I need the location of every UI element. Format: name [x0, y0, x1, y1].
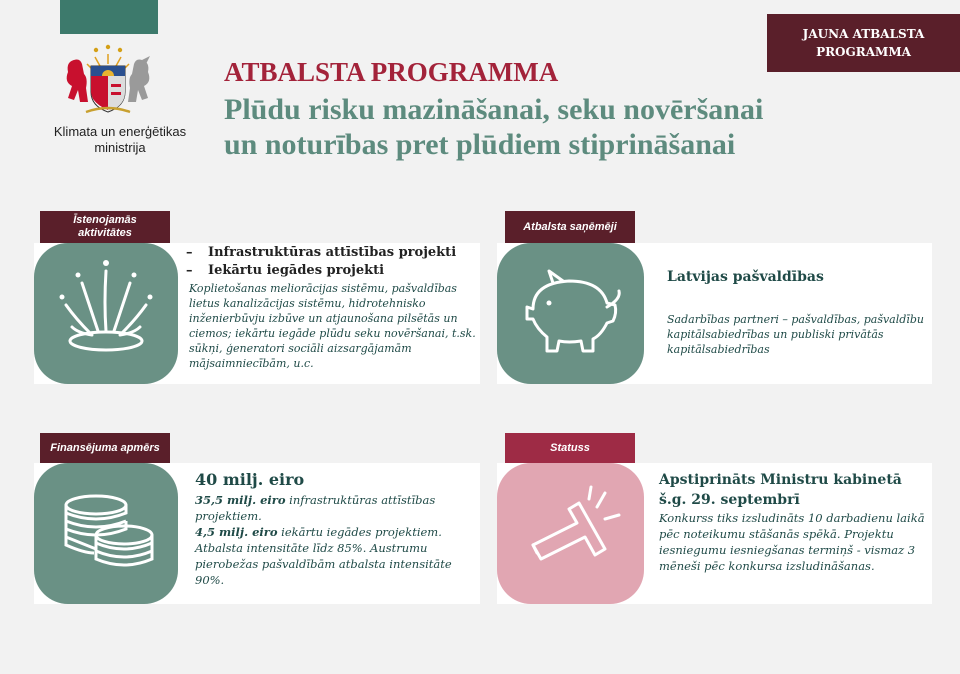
status-icon-circle: [497, 463, 644, 604]
coins-icon: [34, 463, 178, 604]
list-item: – Infrastruktūras attīstības projekti: [186, 245, 457, 260]
funding-line2: 4,5 milj. eiro iekārtu iegādes projektiem.: [195, 525, 442, 539]
funding-intensity: Atbalsta intensitāte līdz 85%. Austrumu pierobežas pašvaldībām atbalsta intensitāte 90%.: [195, 541, 452, 587]
bullet-infrastructure: Infrastruktūras attīstības projekti: [208, 245, 457, 260]
status-description: Konkurss tiks izsludināts 10 darbadienu laikā pēc noteikumu stāšanās spēkā. Projektu iesniegumu iesniegšanas termiņš - vismaz 3 mēneši pēc konkursa izsludināšanas.: [659, 511, 925, 573]
tag-activities: [40, 211, 170, 243]
status-text: [659, 470, 929, 574]
water-splash-icon: [34, 243, 178, 384]
status-heading-line2: š.g. 29. septembrī: [659, 492, 800, 508]
megaphone-icon: [497, 463, 644, 604]
funding-heading: 40 milj. eiro: [195, 470, 305, 489]
tag-recipients: Atbalsta saņēmēji: [505, 211, 635, 243]
page-subtitle: [224, 92, 924, 162]
subtitle-line2: un noturības pret plūdiem stiprināšanai: [224, 128, 736, 161]
badge-line1: JAUNA ATBALSTA: [802, 27, 925, 41]
ministry-name-line1: Klimata un enerģētikas: [53, 124, 187, 139]
tag-activities-line1: Īstenojamās: [73, 214, 137, 226]
activities-text: [186, 244, 476, 371]
tag-activities-line2: aktivitātes: [78, 227, 132, 239]
bullet-equipment: Iekārtu iegādes projekti: [208, 263, 385, 278]
activities-icon-circle: [34, 243, 178, 384]
status-heading-line1: Apstiprināts Ministru kabinetā: [659, 472, 902, 488]
funding-line1: 35,5 milj. eiro infrastruktūras attīstības projektiem.: [195, 493, 436, 523]
activities-description: Koplietošanas meliorācijas sistēmu, pašvaldības lietus kanalizācijas sistēmu, hidrotehnisko inženierbūvju izbūve un atjaunošana pilsētās un ciemos; iekārtu iegāde plūdu seku novēršanai, t.sk. sūkņi, ģeneratori sociāli aizsargājamām mājsaimniecībām, u.c.: [189, 282, 476, 370]
funding-text: [195, 468, 475, 588]
new-program-badge: [767, 14, 960, 72]
ministry-name: [40, 124, 200, 156]
piggy-bank-icon: [497, 243, 644, 384]
funding-amount1: 35,5 milj. eiro: [195, 493, 286, 507]
tag-funding: Finansējuma apmērs: [40, 433, 170, 463]
top-accent-bar: [60, 0, 158, 34]
recipients-icon-circle: [497, 243, 644, 384]
list-item: – Iekārtu iegādes projekti: [186, 263, 385, 278]
subtitle-line1: Plūdu risku mazināšanai, seku novēršanai: [224, 93, 764, 126]
funding-amount2: 4,5 milj. eiro: [195, 525, 278, 539]
coat-of-arms-logo: [58, 44, 158, 116]
recipients-heading: Latvijas pašvaldības: [667, 269, 824, 285]
tag-status: Statuss: [505, 433, 635, 463]
ministry-name-line2: ministrija: [94, 140, 146, 155]
funding-icon-circle: [34, 463, 178, 604]
recipients-description: Sadarbības partneri – pašvaldības, pašvaldību kapitālsabiedrības un publiski privātās kapitālsabiedrības: [667, 313, 924, 356]
page-title: ATBALSTA PROGRAMMA: [224, 57, 559, 87]
badge-line2: PROGRAMMA: [816, 45, 911, 59]
